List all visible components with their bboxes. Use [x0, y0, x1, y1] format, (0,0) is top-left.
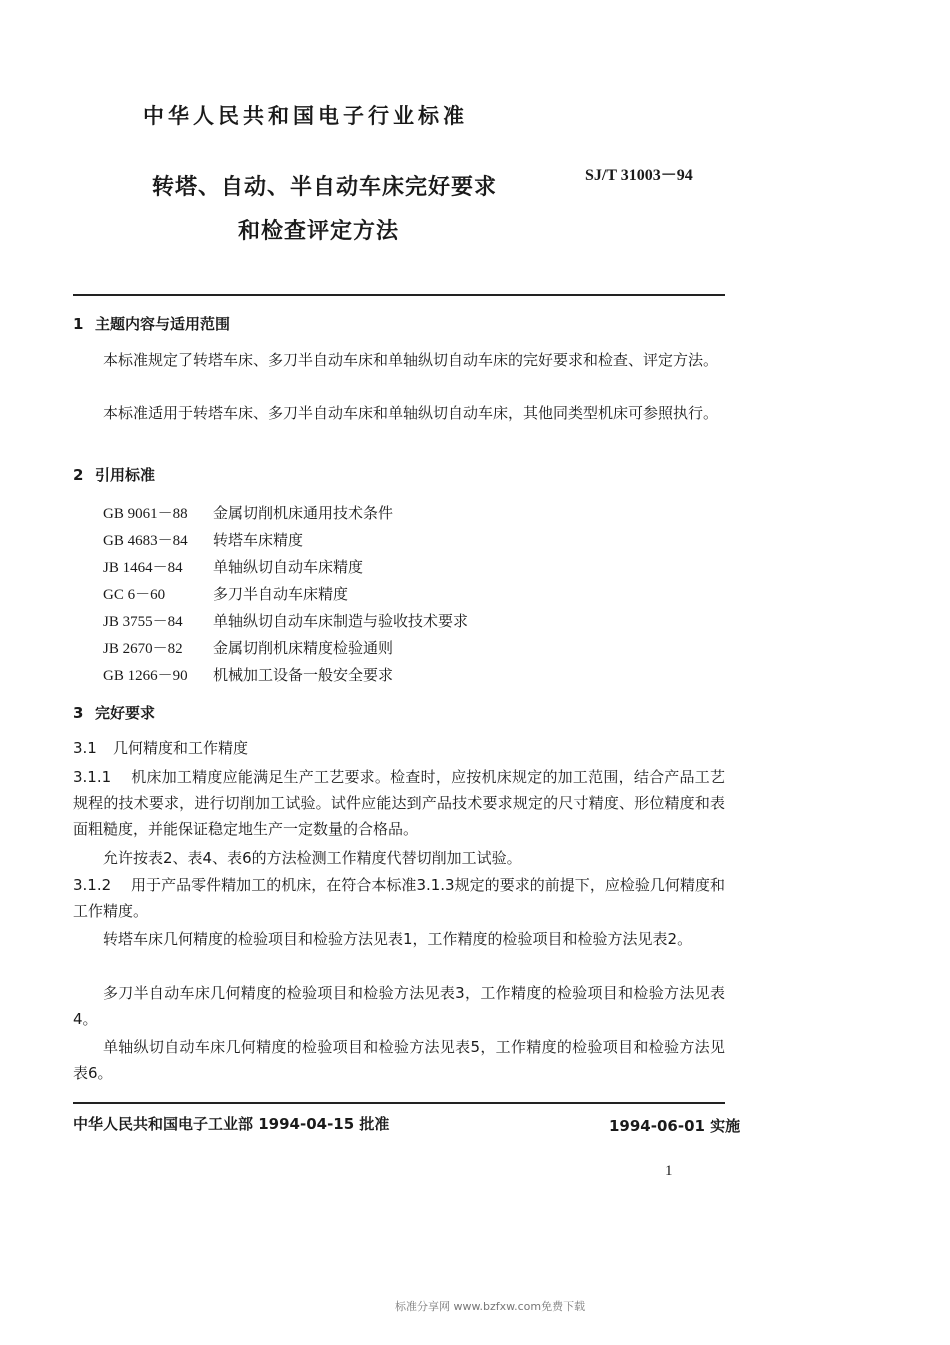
- clause-text: 用于产品零件精加工的机床，在符合本标准3.1.3规定的要求的前提下，应检验几何精度和工作精度。: [73, 876, 725, 920]
- section-1-paragraph-2: 本标准适用于转塔车床、多刀半自动车床和单轴纵切自动车床，其他同类型机床可参照执行。: [103, 404, 719, 422]
- top-divider: [73, 294, 725, 296]
- section-1-heading: [73, 313, 230, 334]
- paragraph-table-3-4: 多刀半自动车床几何精度的检验项目和检验方法见表3，工作精度的检验项目和检验方法见表4。: [73, 984, 725, 1028]
- reference-code: GB 4683－84: [103, 533, 188, 549]
- clause-number: 3.1.2: [73, 876, 112, 894]
- reference-title: 机械加工设备一般安全要求: [213, 666, 394, 684]
- section-number: 1: [73, 315, 84, 333]
- reference-item: [103, 527, 468, 554]
- reference-code: GB 1266－90: [103, 668, 188, 684]
- reference-item: [103, 662, 468, 689]
- implementation-date: 1994-06-01 实施: [609, 1117, 741, 1135]
- reference-code: GB 9061－88: [103, 506, 188, 522]
- subsection-title: 几何精度和工作精度: [113, 739, 249, 757]
- reference-item: [103, 608, 468, 635]
- section-number: 2: [73, 466, 84, 484]
- page-number: 1: [665, 1163, 673, 1179]
- clause-number: 3.1.1: [73, 768, 112, 786]
- clause-3-1-1: [73, 764, 725, 842]
- section-title: 主题内容与适用范围: [95, 315, 231, 333]
- reference-code: JB 1464－84: [103, 560, 183, 576]
- allowance-paragraph: 允许按表2、表4、表6的方法检测工作精度代替切削加工试验。: [103, 849, 522, 867]
- section-1-paragraph-1: 本标准规定了转塔车床、多刀半自动车床和单轴纵切自动车床的完好要求和检查、评定方法。: [103, 351, 719, 369]
- document-title-line1: 转塔、自动、半自动车床完好要求: [152, 175, 498, 200]
- paragraph-table-5-6: 单轴纵切自动车床几何精度的检验项目和检验方法见表5，工作精度的检验项目和检验方法见表6。: [73, 1038, 725, 1082]
- reference-item: [103, 500, 468, 527]
- reference-code: JB 3755－84: [103, 614, 183, 630]
- reference-title: 单轴纵切自动车床精度: [213, 558, 364, 576]
- reference-item: [103, 635, 468, 662]
- download-watermark: 标准分享网 www.bzfxw.com免费下载: [395, 1300, 586, 1313]
- section-number: 3: [73, 704, 84, 722]
- reference-item: [103, 581, 468, 608]
- reference-item: [103, 554, 468, 581]
- subsection-number: 3.1: [73, 739, 97, 757]
- reference-code: GC 6－60: [103, 587, 166, 603]
- section-2-heading: [73, 464, 155, 485]
- section-3-heading: [73, 702, 155, 723]
- subsection-3-1: [73, 737, 248, 758]
- reference-title: 单轴纵切自动车床制造与验收技术要求: [213, 612, 469, 630]
- reference-code: JB 2670－82: [103, 641, 183, 657]
- section-title: 完好要求: [95, 704, 156, 722]
- reference-title: 金属切削机床通用技术条件: [213, 504, 394, 522]
- clause-3-1-2: [73, 872, 725, 924]
- paragraph-table-1-2: 转塔车床几何精度的检验项目和检验方法见表1，工作精度的检验项目和检验方法见表2。: [103, 930, 693, 948]
- document-title-line2: 和检查评定方法: [238, 219, 400, 244]
- reference-title: 金属切削机床精度检验通则: [213, 639, 394, 657]
- approval-statement: 中华人民共和国电子工业部 1994-04-15 批准: [73, 1115, 390, 1133]
- reference-title: 多刀半自动车床精度: [213, 585, 349, 603]
- standard-code: SJ/T 31003－94: [585, 167, 693, 184]
- bottom-divider: [73, 1102, 725, 1104]
- reference-list: [103, 500, 468, 689]
- section-title: 引用标准: [95, 466, 156, 484]
- reference-title: 转塔车床精度: [213, 531, 304, 549]
- issuing-authority-header: 中华人民共和国电子行业标准: [143, 104, 468, 128]
- clause-text: 机床加工精度应能满足生产工艺要求。检查时，应按机床规定的加工范围，结合产品工艺规程的技术要求，进行切削加工试验。试件应能达到产品技术要求规定的尺寸精度、形位精度和表面粗糙度，并能保证稳定地生产一定数量的合格品。: [73, 768, 725, 838]
